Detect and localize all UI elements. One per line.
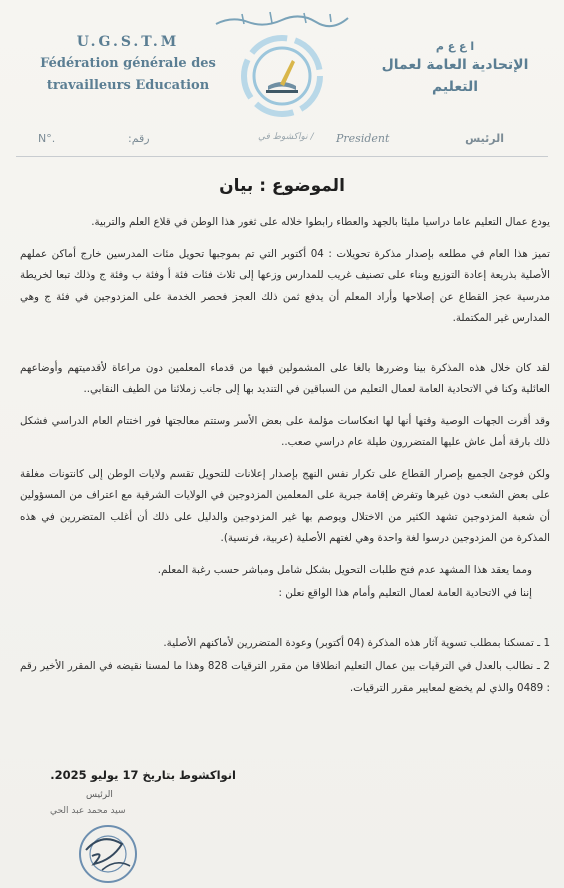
paragraph-memo: تميز هذا العام في مطلعه بإصدار مذكرة تحويلات : 04 أكتوبر التي تم بموجبها تحويل مئات المدرسين خارج أماكن عملهم الأصلية بذريعة إعادة التوزيع وبناء على تصنيف غريب للمدارس وزعها إلى ثلاث فئات فئة أ وفئة ب وفئة ج وذلك تبعا لخريطة مدرسية عجز القطاع عن إصلاحها وأراد المعلم أن يدفع ثمن ذلك العجز فحصر الخدمة على المزدوجين في فئة ج وهي المدارس غير المكتملة. [20, 247, 550, 324]
reference-number-label-ar: رقم: [128, 132, 150, 145]
union-name-fr-line2: travailleurs Education [46, 78, 210, 93]
date-place-label: نواكشوط في / [258, 132, 314, 142]
president-label-ar: الرئيس [465, 132, 504, 145]
paragraph-harm: لقد كان خلال هذه المذكرة بينا وضررها بالغا على المشمولين فيها من قدماء المعلمين دون مراعاة لأقدميتهم وأوضاعهم العائلية وكنا في الاتحادية العامة لعمال التعليم من السباقين في التنديد بها إلى جانب زملائنا من الطيف النقابي.. [20, 361, 550, 395]
reference-number-label: N°. [38, 132, 56, 145]
signer-name: سيد محمد عبد الحي [50, 806, 126, 816]
union-name-fr-line1: Fédération générale des [40, 56, 216, 71]
paragraph-authorities: وقد أقرت الجهات الوصية وقتها أنها لها انعكاسات مؤلمة على بعض الأسر وستتم معالجتها فور اختتام العام الدراسي فشكل ذلك بارقة أمل عاش عليها المتضررون طيلة عام دراسي صعب.. [20, 414, 550, 448]
signoff-date: انواكشوط بتاريخ 17 يوليو 2025. [50, 768, 236, 782]
union-abbreviation-ar: ا ع ع م [435, 40, 475, 53]
union-name-ar-line2: التعليم [431, 79, 479, 95]
statement-body [20, 212, 550, 709]
reference-row [0, 132, 564, 152]
union-abbreviation: U.G.S.T.M [76, 34, 180, 50]
basmala-calligraphy [212, 8, 352, 30]
paragraph-intro: يودع عمال التعليم عاما دراسيا مليئا بالجهد والعطاء رابطوا خلاله على ثغور هذا الوطن في قلاع العلم والتربية. [91, 216, 550, 228]
paragraph-complication: ومما يعقد هذا المشهد عدم فتح طلبات التحويل بشكل شامل ومباشر حسب رغبة المعلم. [157, 563, 532, 576]
document-subject: الموضوع : بيان [219, 176, 345, 196]
official-stamp [72, 820, 142, 886]
letterhead-french [18, 34, 238, 94]
demand-item-2: 2 ـ نطالب بالعدل في الترقيات بين عمال التعليم انطلاقا من مقرر الترقيات 828 وهذا ما لمسنا نقيضه في المقرر الأخير رقم : 0489 والذي لم يخضع لمعايير مقرر الترقيات. [20, 660, 550, 694]
signer-title: الرئيس [86, 790, 113, 800]
letterhead-arabic [360, 40, 550, 97]
paragraph-declaration: إننا في الاتحادية العامة لعمال التعليم وأمام هذا الواقع نعلن : [278, 587, 532, 599]
paragraph-insistence: ولكن فوجئ الجميع بإصرار القطاع على تكرار نفس النهج بإصدار إعلانات للتحويل تقسم ولايات الوطن إلى كانتونات مغلقة على بعض الشعب دون غيرها وتفرض إقامة جبرية على المعلمين المزدوجين في الولايات الشرقية مع اعتراف من المسؤولين أن شعبة المزدوجين تشهد الكثير من الاختلال ويوصم بها غير المزدوجين والدليل على ذلك أن أغلب المتضررين في هذه المذكرة من المزدوجين درسوا لغة واحدة وهي لغتهم الأصلية (عربية، فرنسية). [20, 467, 550, 544]
union-name-ar-line1: الإتحادية العامة لعمال [381, 57, 529, 73]
header-divider [16, 156, 548, 157]
president-label: President [336, 132, 390, 145]
demand-item-1: 1 ـ تمسكنا بمطلب تسوية آثار هذه المذكرة (04 أكتوبر) وعودة المتضررين لأماكنهم الأصلية. [163, 636, 550, 649]
union-logo [240, 34, 324, 118]
